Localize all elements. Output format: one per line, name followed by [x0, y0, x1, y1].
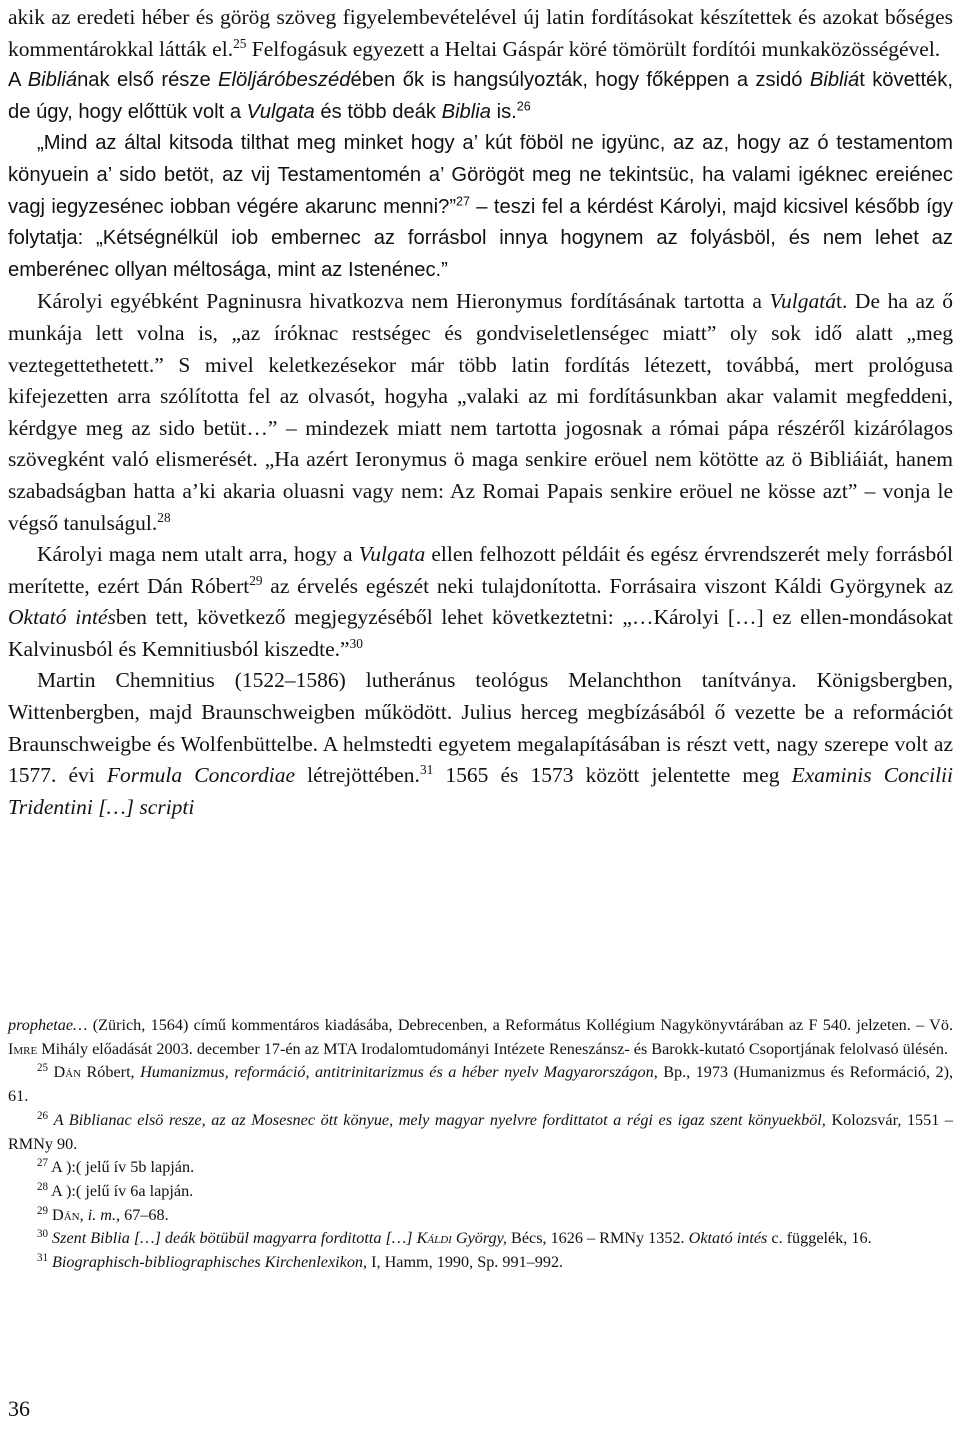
footnote-28: $^{28}$ A ):( jelű ív 6a lapján.	[37, 1180, 194, 1200]
footnote-ref-26[interactable]: 26	[516, 99, 531, 114]
footnote-continuation: prophetae… (Zürich, 1564) című kommentáros kiadásába, Debrecenben, a Református Kollégium Nagykönyvtárában az F 540. jelzeten. – Vö. Imre Mihály előadását 2003. december 17-én az MTA Irodalomtudományi Intézete Reneszánsz- és Barokk-kutató Csoportjának felolvasó ülésén.	[8, 1016, 953, 1058]
page-number: 36	[8, 1396, 30, 1421]
footnote-31: $^{31}$ Biographisch-bibliographisches Kirchenlexikon, I, Hamm, 1990, Sp. 991–992.	[37, 1251, 564, 1272]
footnote-ref-31[interactable]: 31	[419, 762, 434, 777]
paragraph-6: Martin Chemnitius (1522–1586) lutheránus teológus Melanchthon tanítványa. Königsbergben, Wittenbergben, majd Braunschweigben működött. Julius herceg megbízásából ő vezette be a reformációt Braunschweigbe és Wolfenbüttelbe. A helmstedti egyetem megalapításában is részt vett, nagy szerepe volt az 1577. évi Formula Concordiae létrejöttében.$^{31}$ 1565 és 1573 között jelentette meg Examinis Concilii Tridentini […] scripti	[8, 668, 953, 819]
main-text	[8, 2, 953, 823]
footnote-ref-25[interactable]: 25	[233, 35, 247, 51]
footnote-27: $^{27}$ A ):( jelű ív 5b lapján.	[37, 1157, 195, 1177]
footnote-number: 29	[37, 1204, 48, 1217]
footnote-25: $^{25}$ Dán Róbert, Humanizmus, reformáció, antitrinitarizmus és a héber nyelv Magyarországon, Bp., 1973 (Humanizmus és Reformáció, 2), 61.	[8, 1062, 954, 1106]
paragraph-3: „Mind az által kitsoda tilthat meg minket hogy a’ kút föböl ne igyünc, az az, hogy az ó testamentom könyuein a’ sido betöt, az vij Testamentomén a’ Görögöt meg ne tekintsüc, ha valami igéknec ereiénec vagj iegyzesénec iobban végére akarunc menni?”$^{27}$ – teszi fel a kérdést Károlyi, majd kicsivel később így folytatja: „Kétségnélkül iob embernec az forrásbol innya hogynem az folyásböl, és nem lehet az emberénec ollyan méltosága, mint az Istenénec.”	[8, 132, 953, 281]
footnote-number: 27	[37, 1157, 48, 1170]
footnote-number: 31	[37, 1251, 48, 1264]
footnote-ref-29[interactable]: 29	[249, 572, 263, 588]
footnote-26: $^{26}$ A Biblianac elsö resze, az az Mosesnec ött könyue, mely magyar nyelvre fordittatot a régi es igaz szent könyuekböl, Kolozsvár, 1551 – RMNy 90.	[8, 1109, 954, 1153]
footnote-ref-30[interactable]: 30	[349, 635, 363, 651]
paragraph-5: Károlyi maga nem utalt arra, hogy a Vulgata ellen felhozott példáit és egész érvrendszerét mely forrásból merítette, ezért Dán Róbert$^{29}$ az érvelés egészét neki tulajdonította. Forrásaira viszont Káldi Györgynek az Oktató intésben tett, következő megjegyzéséből lehet következtetni: „…Károlyi […] ez ellen-mondásokat Kalvinusból és Kemnitiusból kiszedte.”$^{30}$	[8, 542, 953, 661]
footnote-ref-27[interactable]: 27	[456, 193, 470, 208]
footnote-ref-28[interactable]: 28	[157, 509, 171, 525]
footnote-number: 28	[37, 1180, 48, 1193]
footnote-number: 26	[37, 1109, 48, 1122]
footnote-30: $^{30}$ Szent Biblia […] deák bötübül magyarra forditotta […] Káldi György, Bécs, 1626 – RMNy 1352. Oktató intés c. függelék, 16.	[37, 1228, 872, 1248]
paragraph-1: akik az eredeti héber és görög szöveg figyelembevételével új latin fordításokat készítettek és azokat bőséges kommentárokkal látták el.$^{25}$ Felfogásuk egyezett a Heltai Gáspár köré tömörült fordítói munkaközösségével.	[8, 5, 953, 61]
footnote-number: 30	[37, 1228, 48, 1241]
paragraph-2: A Bibliának első része Elöljáróbeszédében ők is hangsúlyozták, hogy főképpen a zsidó Bibliát követték, de úgy, hogy előttük volt a Vulgata és több deák Biblia is.$^{26}$	[8, 69, 953, 123]
paragraph-4: Károlyi egyébként Pagninusra hivatkozva nem Hieronymus fordításának tartotta a Vulgatát. De ha az ő munkája lett volna is, „az íróknac restségec és gondviseletlenségec miatt” oly sok idő alatt „meg veztegettethetett.” S mivel keletkezésekor már több latin fordítás létezett, továbbá, mert prológusa kifejezetten arra szólította fel az olvasót, hogyha „valaki az mi fordításunkban akar valamit megfeddeni, kérdgye meg az sido betüt…” – mindezek miatt nem tartotta jogosnak a római pápa részéről kizárólagos szövegként való elismerését. „Ha azért Ieronymus ö maga senkire eröuel nem kötötte az ö Bibliáiát, hanem szabadságban hatta a’ki akaria oluasni vagy nem: Az Romai Papais senkire eröuel ne kösse azt” – vonja le végső tanulságul.$^{28}$	[8, 289, 953, 535]
footnote-29: $^{29}$ Dán, i. m., 67–68.	[37, 1204, 169, 1224]
footnotes	[8, 1014, 953, 1275]
footnote-number: 25	[37, 1062, 48, 1075]
